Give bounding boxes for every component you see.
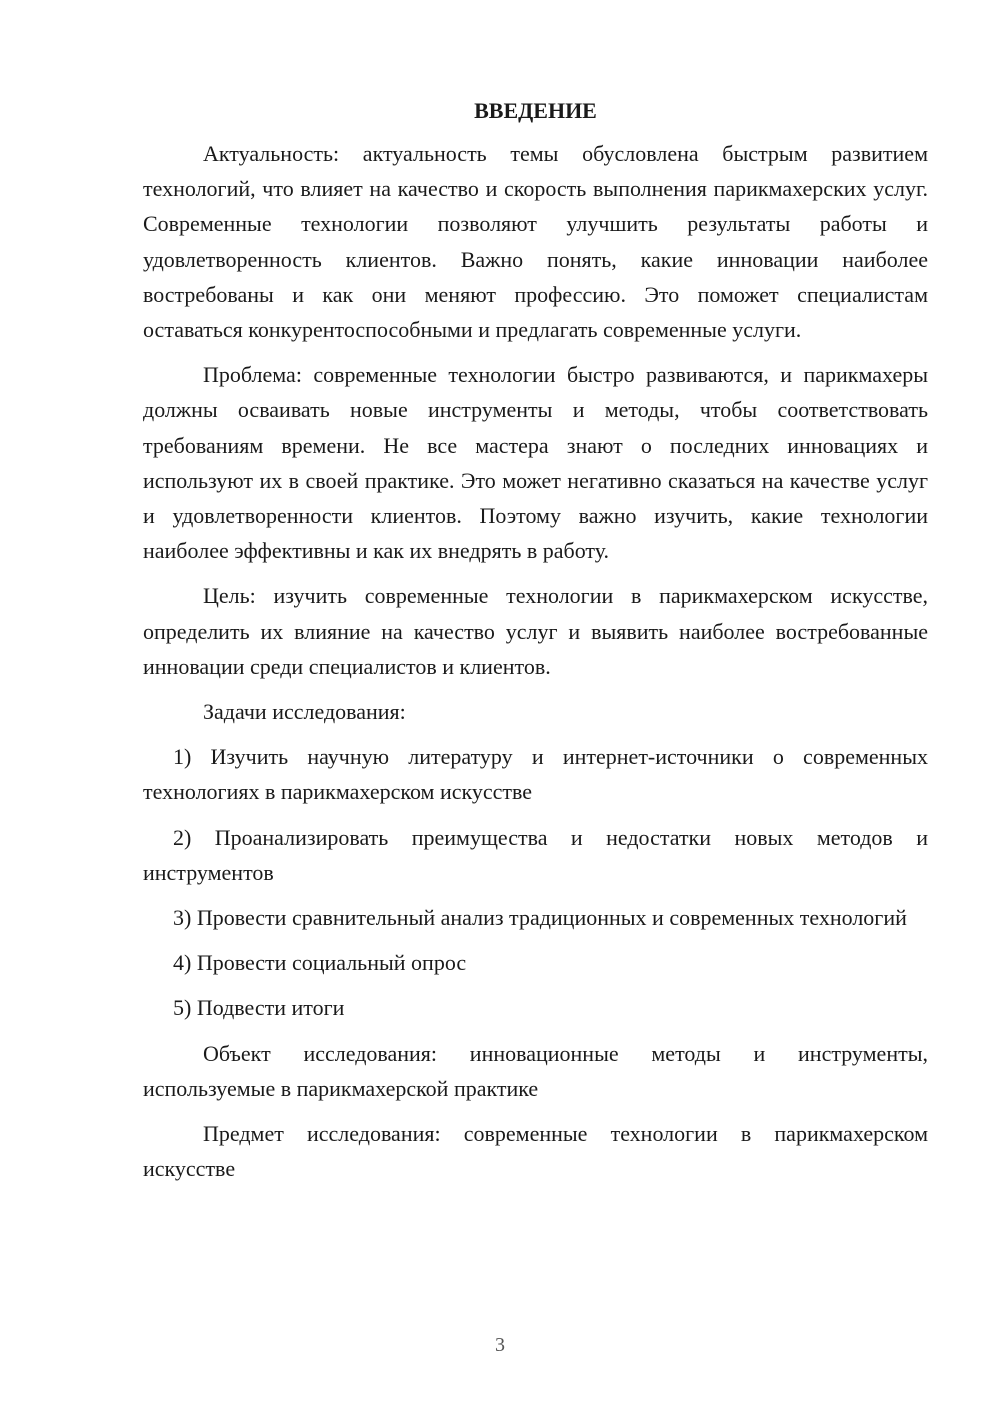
task-item-2: 2) Проанализировать преимущества и недостатки новых методов и инструментов xyxy=(143,824,928,885)
tasks-heading: Задачи исследования: xyxy=(203,699,406,725)
problem-paragraph: Проблема: современные технологии быстро развиваются, и парикмахеры должны осваивать новые инструменты и методы, чтобы соответствовать требованиям времени. Не все мастера знают о последних инновациях и используют их в своей практике. Это может негативно сказаться на качестве услуг и удовлетворенности клиентов. Поэтому важно изучить, какие технологии наиболее эффективны и как их внедрять в работу. xyxy=(143,362,928,564)
goal-paragraph: Цель: изучить современные технологии в парикмахерском искусстве, определить их влияние на качество услуг и выявить наиболее востребованные инновации среди специалистов и клиентов. xyxy=(143,583,928,679)
task-item-1: 1) Изучить научную литературу и интернет-источники о современных технологиях в парикмахерском искусстве xyxy=(143,744,928,805)
task-item-4: 4) Провести социальный опрос xyxy=(173,950,467,976)
relevance-paragraph: Актуальность: актуальность темы обусловлена быстрым развитием технологий, что влияет на качество и скорость выполнения парикмахерских услуг. Современные технологии позволяют улучшить результаты работы и удовлетворенность клиентов. Важно понять, какие инновации наиболее востребованы и как они меняют профессию. Это поможет специалистам оставаться конкурентоспособными и предлагать современные услуги. xyxy=(143,141,928,343)
section-heading: ВВЕДЕНИЕ xyxy=(474,98,597,123)
task-item-3: 3) Провести сравнительный анализ традиционных и современных технологий xyxy=(173,905,907,931)
task-item-5: 5) Подвести итоги xyxy=(173,995,345,1021)
page-content xyxy=(143,96,928,1196)
object-paragraph: Объект исследования: инновационные методы и инструменты, используемые в парикмахерской практике xyxy=(143,1040,928,1101)
subject-paragraph: Предмет исследования: современные технологии в парикмахерском искусстве xyxy=(143,1121,928,1182)
page-number: 3 xyxy=(495,1334,505,1356)
